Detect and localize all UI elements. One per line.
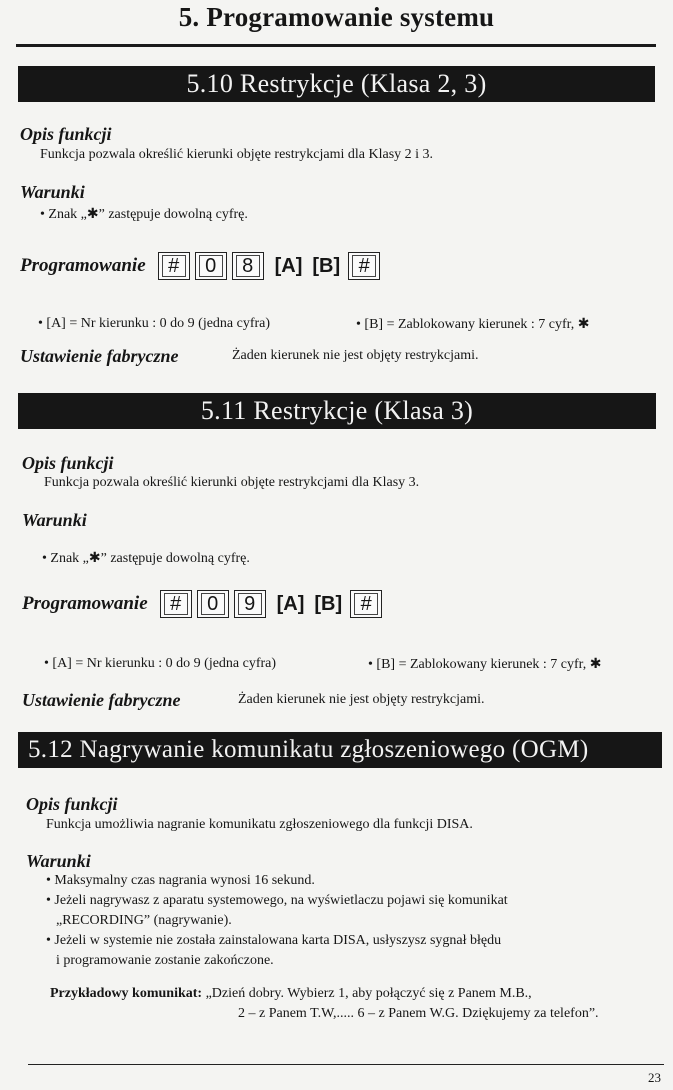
section-banner-5-11: 5.11 Restrykcje (Klasa 3): [18, 393, 656, 429]
example-text-1: „Dzień dobry. Wybierz 1, aby połączyć się z Panem M.B.,: [205, 986, 532, 1001]
bottom-rule: [28, 1064, 664, 1065]
warunki-item: • Znak „✱” zastępuje dowolną cyfrę.: [40, 207, 248, 222]
page-number: 23: [648, 1070, 661, 1085]
opis-text: Funkcja umożliwia nagranie komunikatu zgłoszeniowego dla funkcji DISA.: [46, 817, 473, 832]
param-a-token: [A]: [276, 592, 305, 615]
key-0: 0: [195, 252, 227, 280]
section-banner-5-10: 5.10 Restrykcje (Klasa 2, 3): [18, 66, 655, 102]
opis-heading: Opis funkcji: [22, 453, 114, 473]
param-a-desc: • [A] = Nr kierunku : 0 do 9 (jedna cyfra): [44, 656, 277, 671]
opis-heading: Opis funkcji: [26, 794, 118, 814]
param-b-desc: • [B] = Zablokowany kierunek : 7 cyfr, ✱: [368, 657, 602, 672]
programowanie-row: [20, 249, 385, 283]
warunki-item: • Jeżeli nagrywasz z aparatu systemowego, na wyświetlaczu pojawi się komunikat: [46, 893, 508, 908]
factory-text: Żaden kierunek nie jest objęty restrykcjami.: [238, 692, 485, 707]
param-b-desc: • [B] = Zablokowany kierunek : 7 cyfr, ✱: [356, 317, 590, 332]
param-b-token: [B]: [312, 254, 341, 277]
key-0: 0: [197, 590, 229, 618]
factory-label: Ustawienie fabryczne: [22, 690, 181, 710]
programowanie-label: Programowanie: [20, 255, 146, 276]
opis-text: Funkcja pozwala określić kierunki objęte restrykcjami dla Klasy 3.: [44, 475, 420, 490]
factory-text: Żaden kierunek nie jest objęty restrykcjami.: [232, 348, 479, 363]
opis-heading: Opis funkcji: [20, 124, 112, 144]
programowanie-row: [22, 587, 387, 621]
opis-text: Funkcja pozwala określić kierunki objęte restrykcjami dla Klasy 2 i 3.: [40, 147, 434, 162]
example-text-2: 2 – z Panem T.W,..... 6 – z Panem W.G. Dziękujemy za telefon”.: [238, 1006, 599, 1021]
warunki-item: • Znak „✱” zastępuje dowolną cyfrę.: [42, 551, 250, 566]
param-a-desc: • [A] = Nr kierunku : 0 do 9 (jedna cyfra): [38, 316, 271, 331]
key-9: 9: [234, 590, 266, 618]
programowanie-label: Programowanie: [22, 593, 148, 614]
param-a-token: [A]: [274, 254, 303, 277]
key-hash-end: #: [350, 590, 382, 618]
warunki-heading: Warunki: [26, 851, 91, 871]
key-8: 8: [232, 252, 264, 280]
warunki-item-continued: „RECORDING” (nagrywanie).: [56, 913, 232, 928]
warunki-item: • Jeżeli w systemie nie została zainstalowana karta DISA, usłyszysz sygnał błędu: [46, 933, 502, 948]
example-line-1: [50, 986, 532, 1002]
warunki-item: • Maksymalny czas nagrania wynosi 16 sekund.: [46, 873, 315, 888]
key-hash-end: #: [348, 252, 380, 280]
key-hash: #: [160, 590, 192, 618]
warunki-heading: Warunki: [22, 510, 87, 530]
factory-label: Ustawienie fabryczne: [20, 346, 179, 366]
key-hash: #: [158, 252, 190, 280]
top-rule: [16, 44, 656, 47]
chapter-title: 5. Programowanie systemu: [178, 2, 495, 32]
warunki-item-continued: i programowanie zostanie zakończone.: [56, 953, 274, 968]
example-label: Przykładowy komunikat:: [50, 986, 203, 1001]
param-b-token: [B]: [314, 592, 343, 615]
warunki-heading: Warunki: [20, 182, 85, 202]
section-banner-5-12: 5.12 Nagrywanie komunikatu zgłoszeniowego (OGM): [18, 732, 662, 768]
